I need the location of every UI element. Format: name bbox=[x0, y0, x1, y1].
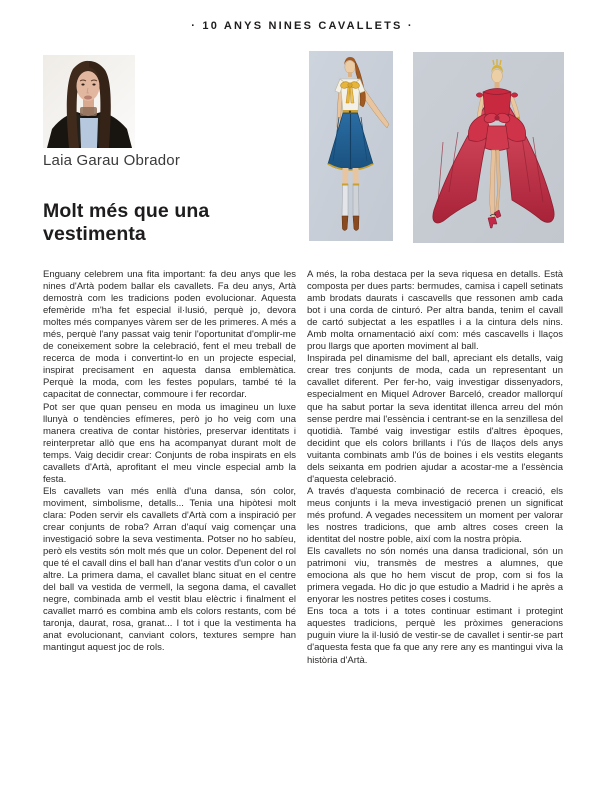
fashion-illustration-red-gown bbox=[413, 52, 564, 243]
author-photo bbox=[43, 55, 135, 148]
author-name: Laia Garau Obrador bbox=[43, 152, 181, 169]
body-paragraph: Pot ser que quan penseu en moda us imagineu un luxe llunyà o tendències efímeres, però jo ho veig com una manera creativa de contar històries, preservar identitats i reinterpretar allò que ens ha acompanyat durant molt de temps. Vaig decidir crear: Conjunts de roba inspirats en els cavallets d'Artà, aprofitant el meu vincle especial amb la festa. bbox=[43, 401, 296, 485]
body-paragraph: Inspirada pel dinamisme del ball, apreciant els detalls, vaig crear tres conjunts de moda, cada un representant un cavallet diferent. Per fer-ho, vaig investigar dissenyadors, especialment en Miquel Adrover Barceló, creador mallorquí que ha sabut portar la seva identitat illenca arreu del món sense perdre mai l'essència i centrant-se en la senzillesa del quotidià. També vaig investigar estils d'altres èpoques, decidint que els colors brillants i l'ús de llaços dels anys vuitanta combinats amb l'ús de boines i els vestits elegants dels seixanta em podrien ajudar a acostar-me a l'essència d'aquesta celebració. bbox=[307, 353, 563, 485]
page-header: · 10 ANYS NINES CAVALLETS · bbox=[191, 20, 414, 32]
body-paragraph: A més, la roba destaca per la seva riquesa en detalls. Està composta per dues parts: bermudes, camisa i capell setinats amb brodats daurats i cascavells que ressonen amb cada bot i una corda de cinturó. Per altra banda, tenim el cavall de cartó subjectat a les espatlles i a la cintura dels nins. Amb molta ornamentació així com: més cascavells i llaços prou llargs que aporten moviment al ball. bbox=[307, 269, 563, 353]
body-paragraph: Els cavallets van més enllà d'una dansa, són color, moviment, simbolisme, detalls... Tenia una hipòtesi molt clara: Poden servir els cavallets d'Artà com a inspiració per crear conjunts de roba? Arran d'aquí vaig començar una investigació sobre la seva vestimenta. Potser no ho sabíeu, però els vestits són molt més que un color. Depenent del rol que té el cavall dins el ball han d'anar vestits d'un color o un altre. La primera dama, el cavallet blanc situat en el centre del ball va vestida de vermell, la segona dama, el cavallet negre, combinada amb el vestit blau elèctric i finalment el cavallet marró es combina amb els colors restants, com bé taronja, daurat, rosa, granat... I tot i que la vestimenta ha anat evolucionant, canviant colors, textures sempre han mantingut aquest joc de rols. bbox=[43, 485, 296, 654]
body-paragraph: A través d'aquesta combinació de recerca i creació, els meus conjunts i la meva investigació prenen un significat més profund. A vegades necessitem un moment per valorar les nostres tradicions, que amb altres coses creen la identitat del nostre poble, així com la nostra pròpia. bbox=[307, 485, 563, 546]
body-paragraph: Ens toca a tots i a totes continuar estimant i protegint aquestes tradicions, perquè les pròximes generacions puguin viure la il·lusió de vestir-se de cavallet i sentir-se part d'aquesta festa que fa que any rere any es mantingui viva la història d'Artà. bbox=[307, 606, 563, 666]
left-text-column bbox=[43, 269, 296, 655]
body-paragraph: Enguany celebrem una fita important: fa deu anys que les nines d'Artà podem ballar els cavallets. Fa deu anys, Artà demostrà com les tradicions poden evolucionar. Aquesta efemèride m'ha fet especial il·lusió, perquè jo, devora moltes més companyes vàrem ser de les primeres. A més a més, perquè l'any passat vaig tenir l'oportunitat d'omplir-me de coneixement sobre la celebració, fent el meu treball de recerca de moda i convertint-lo en un projecte especial, inspirat precisament en aquesta dansa emblemàtica. Perquè la moda, com les festes populars, també té la capacitat de connectar, commoure i fer recordar. bbox=[43, 269, 296, 401]
fashion-illustration-blue-outfit bbox=[309, 51, 393, 241]
right-text-column bbox=[307, 269, 563, 667]
article-title: Molt més que una vestimenta bbox=[43, 200, 210, 245]
body-paragraph: Els cavallets no són només una dansa tradicional, són un patrimoni viu, transmès de mestres a alumnes, que emociona als que ho hem viscut de prop, com si fos la primera vegada. Ho dic jo que estudio a Madrid i he après a enyorar les nostres petites coses i costums. bbox=[307, 546, 563, 606]
